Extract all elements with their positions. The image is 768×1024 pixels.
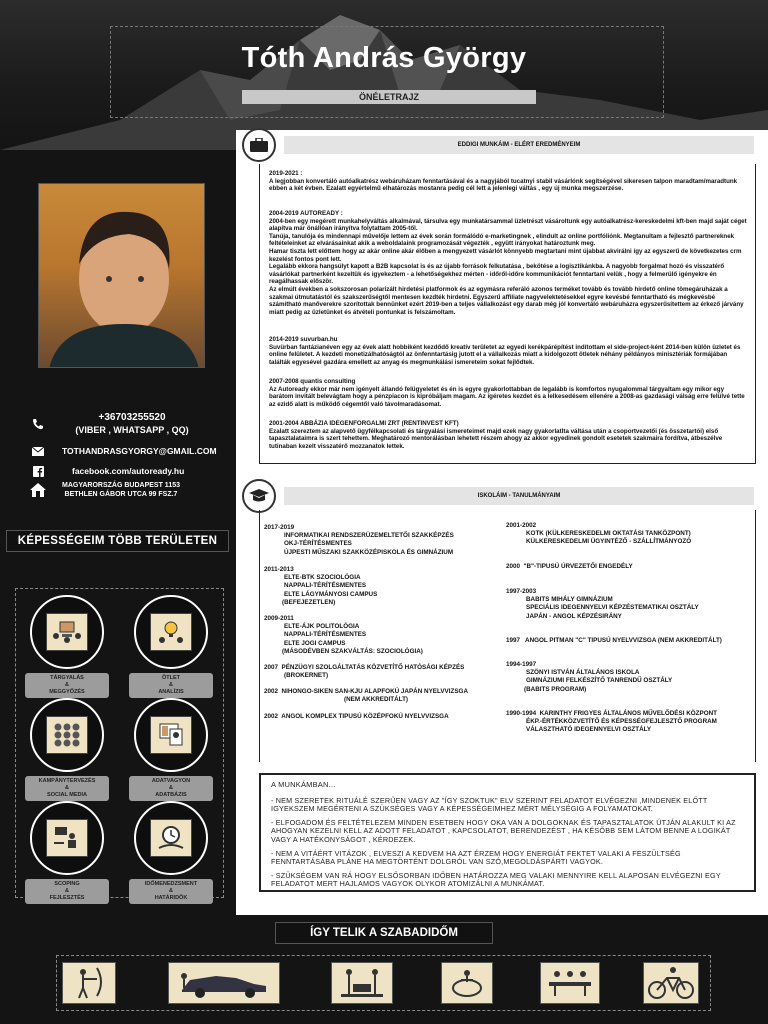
education-item: 2001-2002 KOTK (KÜLKERESKEDELMI OKTATÁSI TANKÖZPONT) KÜLKERESKEDELMI ÜGYINTÉZŐ - SZÁLLÍTMÁNYOZÓ <box>506 522 692 546</box>
work-attitude-title: A MUNKÁMBAN... <box>271 780 336 789</box>
education-item: 2017-2019 INFORMATIKAI RENDSZERÜZEMELTETŐI SZAKKÉPZÉS OKJ-TÉRÍTÉSMENTES ÚJPESTI MŰSZAKI SZAKKÖZÉPISKOLA ÉS GIMNÁZIUM <box>264 524 454 556</box>
address-line-2: BETHLEN GÁBOR UTCA 99 FSZ.7 <box>64 491 178 498</box>
profile-photo <box>38 183 205 368</box>
tinkering-icon <box>441 962 493 1004</box>
experience-block: 2004-2019 AUTOREADY : 2004-ben egy megérett munkahelyváltás alkalmával, társulva egy munkatársammal üzletrészt vásároltunk egy autóalkatrész-kereskedelmi kft-ben majd saját céget alapítva már önállóan irányítva folytattam 2005-től. Tanúja, tanulója és mindennapi művelője lettem az évek során formálódó e-marketingnek , elindult az online portfóliónk. Megtanultam a fejlesztő partnereknek feltételeinket az elvárásainkat akik a weboldalaink programozását végezték , együtt irányokat határoztunk meg. Hamar tiszta lett előttem hogy az akár online akár élőben a mengyezett vásárlót könnyebb megtartani mint újabbat akvirálni így az egyszerű de következetes crm kezelést fontos pont lett. Legalább ekkora hangsúlyt kapott a B2B kapcsolat is és az újabb források felkutatása , bekötése a logisztikánkba. A nagyobb forgalmat hozó és visszatérő vásárlókat partnerként kezeltük és igyekeztem - a lehetőségekhez mérten - időről-időre kommunikációt fenntartani velük , hogy a felmerülő igényekre én reagálhassak először. Az elmúlt években a sokszorosan polarizált hirdetési platformok és az egymásra referáló azonos terméket tovább és tovább hirdető online tömegáruházak a szakmai útmutatástól és szakszerűségtől mentesen kezdték hirdetni. Egyszerű affiliate nagyvelektetésekkel egyre kevésbé fenntartható és mégkevésbé számítható manőverekre szorítottak bennünket ezért 2019-ben a teljes vállalkozást egy darab még jól konvertáló webáruházra egyszerűsítettem az érkező járvány miatt pedig az üzletünket és átvételi pontunkat is felszámoltam. <box>269 210 747 316</box>
education-item: 2009-2011 ELTE-ÁJK POLITOLÓGIA NAPPALI-TÉRÍTÉSMENTES ELTE JOGI CAMPUS (MÁSODÉVBEN SZAKVÁLTÁS: SZOCIOLÓGIA) <box>264 615 423 655</box>
hobby-title: ÍGY TELIK A SZABADIDŐM <box>275 922 493 944</box>
contact-phone[interactable] <box>30 412 202 435</box>
meeting-icon <box>46 613 88 651</box>
contact-facebook[interactable] <box>30 465 184 477</box>
mail-icon <box>30 445 46 457</box>
skill-negotiation: TÁRGYALÁS & MEGGYŐZÉS <box>22 595 112 698</box>
phone-number: +36703255520 <box>98 412 166 423</box>
education-item: 1994-1997 SZÖNYI ISTVÁN ÁLTALÁNOS ISKOLA GIMNÁZIUMI FELKÉSZÍTŐ TANRENDŰ OSZTÁLY (BABITS PROGRAM) <box>506 661 673 693</box>
skills-title: KÉPESSÉGEIM TÖBB TERÜLETEN <box>6 530 229 552</box>
cooking-icon <box>331 962 393 1004</box>
email-address: TOTHANDRASGYORGY@GMAIL.COM <box>62 446 217 456</box>
education-item: 1990-1994 KARINTHY FRIGYES ÁLTALÁNOS MŰVELŐDÉSI KÖZPONT ÉKP.-ÉRTÉKKÖZVETÍTŐ ÉS KÉPESSÉGFEJLESZTŐ PROGRAM VÁLASZTHATÓ IDEGENNYELVI OSZTÁLY <box>506 710 717 734</box>
facebook-link: facebook.com/autoready.hu <box>72 466 185 476</box>
phone-icon <box>30 418 46 430</box>
work-attitude-bullet: - NEM A VITÁÉRT VITÁZOK , ELVESZI A KEDVEM HA AZT ÉRZEM HOGY ENERGIÁT FEKTET VALAKI A FESZÜLTSÉG FENNTARTÁSÁBA PLÁNE HA MEGTÖRTÉNT DOLGRÓL VAN SZÓ,MEGOLDÁSPÁRTI VAGYOK. <box>271 848 681 867</box>
work-attitude-bullet: - SZÜKSÉGEM VAN RÁ HOGY ELSŐSORBAN IDŐBEN HATÁROZZA MEG VALAKI MENNYIRE KELL ALAPOSAN ELVÉGEZNI EGY FELADATOT MERT HAJLAMOS VAGYOK OLYKOR ATOMIZÁLNI A MUNKÁMAT. <box>271 870 721 889</box>
experience-block: 2007-2008 quantis consulting Az Autoready ekkor már nem igényelt állandó felügyeletet és én is egyre gyakorlottabban de legalább is komfortos nyugalommal tárgyaltam egy mikor egy barátom invitált belevágtam hogy a pénzpiacon is kipróbáljam magam. Az ígéretes kezdet és a lelkesedésem ellenére a 2008-as gazdasági válság erre felülvé tette az ezidő alatt is működő cégemtől való távolmaradásomat. <box>269 378 745 408</box>
skill-database: ADATVAGYON & ADATBÁZIS <box>126 698 216 801</box>
archery-icon <box>62 962 116 1004</box>
database-icon <box>150 716 192 754</box>
education-item: 1997-2003 BABITS MIHÁLY GIMNÁZIUM SPECIÁLIS IDEGENNYELVI KÉPZÉSTEMATIKAI OSZTÁLY JAPÁN - ANGOL KÉPZÉSIRÁNY <box>506 588 699 620</box>
experience-block: 2014-2019 suvurban.hu Suvürban fantázianéven egy az évek alatt hobbiként kezdődő kreatív területet az egyedi kerékpárépítést indítottam el side-project-ként 2014-ben külön üzletet és online felületet. A kezdeti monetizálhatóságtól az önfenntartásig jutott el a vállalkozás miatt a kidolgozott ötletek néhány példányos minisztériák formájában találták egyesével gazdára emellett az anyag és megmunkálási ismereteim sokat fejlődtek. <box>269 336 741 366</box>
graduation-cap-icon <box>242 479 276 513</box>
experience-block: 2019-2021 : A legjobban konvertáló autóalkatrész webáruházam fenntartásával és a nagyjából tucatnyi stabil vásárlónk segítségével sikeresen talpon maradtam/maradtunk ebben a két évben. Ezalatt egyértelmű elhatározás mostanra pedig cél lett a jelenlegi váltás , egy új munka megszerzése. <box>269 170 738 193</box>
education-item: 2007 PÉNZÜGYI SZOLGÁLTATÁS KÖZVETÍTŐ HATÓSÁGI KÉPZÉS (BROKERNET) <box>264 664 465 680</box>
education-heading: ISKOLÁIM - TANULMÁNYAIM <box>284 487 754 505</box>
phone-note: (VIBER , WHATSAPP , QQ) <box>75 425 189 435</box>
car-icon <box>168 962 280 1004</box>
scoping-icon <box>46 819 88 857</box>
contact-address <box>30 481 180 499</box>
skill-time-management: IDŐMENEDZSMENT & HATÁRIDŐK <box>126 801 216 904</box>
home-icon <box>30 484 46 496</box>
education-item: 1997 ANGOL PITMAN "C" TIPUSÚ NYELVVIZSGA (NEM AKKREDITÁLT) <box>506 637 722 644</box>
skill-idea: ÖTLET & ANALÍZIS <box>126 595 216 698</box>
facebook-icon <box>30 465 46 477</box>
education-item: 2002 NIHONGO-SIKEN SAN-KJU ALAPFOKÚ JAPÁN NYELVVIZSGA (NEM AKKREDITÁLT) <box>264 688 468 704</box>
idea-icon <box>150 613 192 651</box>
work-attitude-bullet: - ELFOGADOM ÉS FELTÉTELEZEM MINDEN ESETBEN HOGY OKA VAN A DOLGOKNAK ÉS TAPASZTALATOK ÚTJÁN ALAKULT KI AZ AHOGYAN KEZELNI KELL AZ ADOTT FELADATOT , KAPCSOLATOT, BERENDEZÉST , HA KÉSŐBB SEM LÁTOM BENNE A LOGIKÁT VAGY A HATÉKONYSÁGOT , KÉRDEZEK. <box>271 817 736 844</box>
page-title: Tóth András György <box>241 42 527 74</box>
social-media-icon <box>46 716 88 754</box>
work-attitude-box <box>259 773 756 892</box>
cycling-icon <box>643 962 699 1004</box>
cv-subtitle: ÖNÉLETRAJZ <box>242 90 536 104</box>
experience-block: 2001-2004 ABBÁZIA IDEGENFORGALMI ZRT (RENTINVEST KFT) Ezalatt szereztem az alapvető ügyfélkapcsolati és tárgyalási ismereteimet majd ezek nagy gyakorlatlta váltása után a csoportvezetői (és összetartói) első tapasztalataimra is szert tehettem. Meghatározó mentorálásban lehetett részem ahogy az akkor egyedinek gondolt esetetek szakmaira fordítva, átbeszélve tutinaban kezelt visszatérő mozzanatok lettek. <box>269 420 723 450</box>
address-line-1: MAGYARORSZÁG BUDAPEST 1153 <box>62 482 180 489</box>
education-item: 2002 ANGOL KOMPLEX TIPUSÚ KÖZÉPFOKÚ NYELVVIZSGA <box>264 713 449 720</box>
work-attitude-bullet: - NEM SZERETEK RITUÁLÉ SZERŰEN VAGY AZ "ÍGY SZOKTUK" ELV SZERINT FELADATOT ELVÉGEZNI ,MINDENEK ELŐTT IGYEKSZEM MEGÉRTENI A SZÜKSÉGES VAGY A KÉPESSÉGEIMHEZ MÉRT MÉLYSÉGIG A FOLYAMATOKAT. <box>271 795 708 814</box>
contact-email[interactable] <box>30 445 217 457</box>
time-icon <box>150 819 192 857</box>
briefcase-icon <box>242 128 276 162</box>
education-item: 2011-2013 ELTE-BTK SZOCIOLÓGIA NAPPALI-TÉRÍTÉSMENTES ELTE LÁGYMÁNYOSI CAMPUS (BEFEJEZETLEN) <box>264 566 378 606</box>
skill-campaign: KAMPÁNYTERVEZÉS & SOCIAL MEDIA <box>22 698 112 801</box>
board-game-icon <box>540 962 600 1004</box>
skill-scoping: SCOPING & FEJLESZTÉS <box>22 801 112 904</box>
experience-heading: EDDIGI MUNKÁIM - ELÉRT EREDMÉNYEIM <box>284 136 754 154</box>
education-item: 2000 "B"-TIPUSÚ ÚRVEZETŐI ENGEDÉLY <box>506 563 633 570</box>
